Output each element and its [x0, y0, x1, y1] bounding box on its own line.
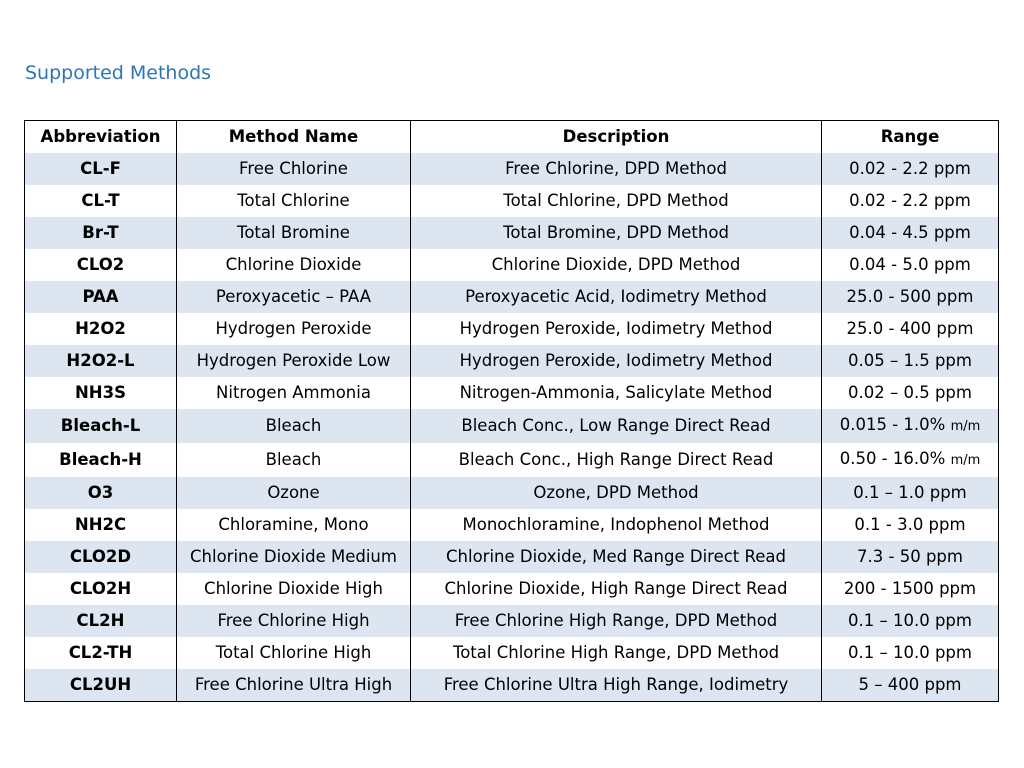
cell-abbreviation: CL2UH: [25, 669, 177, 702]
table-row: [25, 541, 999, 573]
cell-abbreviation: CL2-TH: [25, 637, 177, 669]
cell-range: [822, 605, 999, 637]
cell-method-name: Hydrogen Peroxide Low: [177, 345, 411, 377]
table-row: [25, 377, 999, 409]
cell-method-name: Total Bromine: [177, 217, 411, 249]
range-value: 0.1 – 1.0 ppm: [853, 483, 967, 502]
range-value: 0.50 - 16.0%: [839, 449, 946, 468]
cell-range: [822, 185, 999, 217]
cell-method-name: Bleach: [177, 409, 411, 443]
cell-abbreviation: CL2H: [25, 605, 177, 637]
cell-range: [822, 217, 999, 249]
table-header-row: [25, 121, 999, 154]
cell-description: Bleach Conc., Low Range Direct Read: [411, 409, 822, 443]
header-range: Range: [822, 121, 999, 154]
cell-description: Bleach Conc., High Range Direct Read: [411, 443, 822, 477]
cell-method-name: Chloramine, Mono: [177, 509, 411, 541]
cell-method-name: Chlorine Dioxide: [177, 249, 411, 281]
methods-table: [24, 120, 999, 702]
cell-method-name: Ozone: [177, 477, 411, 509]
cell-range: [822, 541, 999, 573]
range-value: 0.02 - 2.2 ppm: [849, 159, 971, 178]
cell-abbreviation: PAA: [25, 281, 177, 313]
cell-description: Chlorine Dioxide, High Range Direct Read: [411, 573, 822, 605]
cell-abbreviation: CL-F: [25, 153, 177, 185]
cell-range: [822, 573, 999, 605]
cell-range: [822, 669, 999, 702]
cell-range: [822, 249, 999, 281]
range-value: 0.1 – 10.0 ppm: [848, 643, 972, 662]
cell-abbreviation: CL-T: [25, 185, 177, 217]
range-value: 0.05 – 1.5 ppm: [848, 351, 972, 370]
cell-abbreviation: Bleach-L: [25, 409, 177, 443]
table-row: [25, 217, 999, 249]
cell-range: [822, 637, 999, 669]
table-row: [25, 345, 999, 377]
cell-abbreviation: CLO2H: [25, 573, 177, 605]
cell-abbreviation: CLO2: [25, 249, 177, 281]
range-value: 0.1 – 10.0 ppm: [848, 611, 972, 630]
cell-range: [822, 281, 999, 313]
table-row: [25, 409, 999, 443]
table-row: [25, 313, 999, 345]
cell-abbreviation: NH2C: [25, 509, 177, 541]
cell-description: Monochloramine, Indophenol Method: [411, 509, 822, 541]
cell-description: Total Chlorine, DPD Method: [411, 185, 822, 217]
cell-description: Free Chlorine High Range, DPD Method: [411, 605, 822, 637]
cell-range: [822, 377, 999, 409]
cell-abbreviation: CLO2D: [25, 541, 177, 573]
table-row: [25, 509, 999, 541]
cell-abbreviation: Br-T: [25, 217, 177, 249]
cell-range: [822, 477, 999, 509]
cell-method-name: Free Chlorine High: [177, 605, 411, 637]
range-value: 0.1 - 3.0 ppm: [854, 515, 966, 534]
range-value: 0.015 - 1.0%: [839, 415, 946, 434]
range-value: 0.04 - 5.0 ppm: [849, 255, 971, 274]
cell-range: [822, 509, 999, 541]
cell-range: [822, 409, 999, 443]
cell-description: Nitrogen-Ammonia, Salicylate Method: [411, 377, 822, 409]
cell-method-name: Free Chlorine Ultra High: [177, 669, 411, 702]
cell-method-name: Total Chlorine High: [177, 637, 411, 669]
cell-description: Peroxyacetic Acid, Iodimetry Method: [411, 281, 822, 313]
cell-description: Hydrogen Peroxide, Iodimetry Method: [411, 313, 822, 345]
range-unit: m/m: [950, 419, 981, 434]
cell-description: Ozone, DPD Method: [411, 477, 822, 509]
cell-range: [822, 153, 999, 185]
table-body: [25, 153, 999, 702]
table-row: [25, 669, 999, 702]
cell-range: [822, 345, 999, 377]
header-abbreviation: Abbreviation: [25, 121, 177, 154]
cell-abbreviation: NH3S: [25, 377, 177, 409]
cell-method-name: Total Chlorine: [177, 185, 411, 217]
cell-description: Hydrogen Peroxide, Iodimetry Method: [411, 345, 822, 377]
cell-method-name: Hydrogen Peroxide: [177, 313, 411, 345]
table-row: [25, 573, 999, 605]
cell-abbreviation: O3: [25, 477, 177, 509]
cell-range: [822, 443, 999, 477]
cell-method-name: Chlorine Dioxide High: [177, 573, 411, 605]
cell-description: Free Chlorine, DPD Method: [411, 153, 822, 185]
range-value: 25.0 - 500 ppm: [846, 287, 974, 306]
cell-abbreviation: H2O2-L: [25, 345, 177, 377]
cell-description: Chlorine Dioxide, DPD Method: [411, 249, 822, 281]
range-value: 200 - 1500 ppm: [843, 579, 977, 598]
cell-range: [822, 313, 999, 345]
header-method-name: Method Name: [177, 121, 411, 154]
cell-description: Total Chlorine High Range, DPD Method: [411, 637, 822, 669]
table-row: [25, 477, 999, 509]
cell-method-name: Peroxyacetic – PAA: [177, 281, 411, 313]
cell-method-name: Chlorine Dioxide Medium: [177, 541, 411, 573]
table-row: [25, 281, 999, 313]
header-description: Description: [411, 121, 822, 154]
cell-abbreviation: Bleach-H: [25, 443, 177, 477]
range-value: 0.04 - 4.5 ppm: [849, 223, 971, 242]
cell-abbreviation: H2O2: [25, 313, 177, 345]
range-value: 0.02 - 2.2 ppm: [849, 191, 971, 210]
range-unit: m/m: [950, 453, 981, 468]
page-title: Supported Methods: [25, 62, 212, 84]
table-row: [25, 443, 999, 477]
table-row: [25, 605, 999, 637]
cell-description: Total Bromine, DPD Method: [411, 217, 822, 249]
table-row: [25, 185, 999, 217]
table-row: [25, 637, 999, 669]
range-value: 25.0 - 400 ppm: [846, 319, 974, 338]
range-value: 7.3 - 50 ppm: [857, 547, 963, 566]
cell-method-name: Nitrogen Ammonia: [177, 377, 411, 409]
table-row: [25, 153, 999, 185]
cell-method-name: Free Chlorine: [177, 153, 411, 185]
range-value: 5 – 400 ppm: [858, 675, 962, 694]
cell-method-name: Bleach: [177, 443, 411, 477]
table-row: [25, 249, 999, 281]
cell-description: Chlorine Dioxide, Med Range Direct Read: [411, 541, 822, 573]
cell-description: Free Chlorine Ultra High Range, Iodimetry: [411, 669, 822, 702]
range-value: 0.02 – 0.5 ppm: [848, 383, 972, 402]
